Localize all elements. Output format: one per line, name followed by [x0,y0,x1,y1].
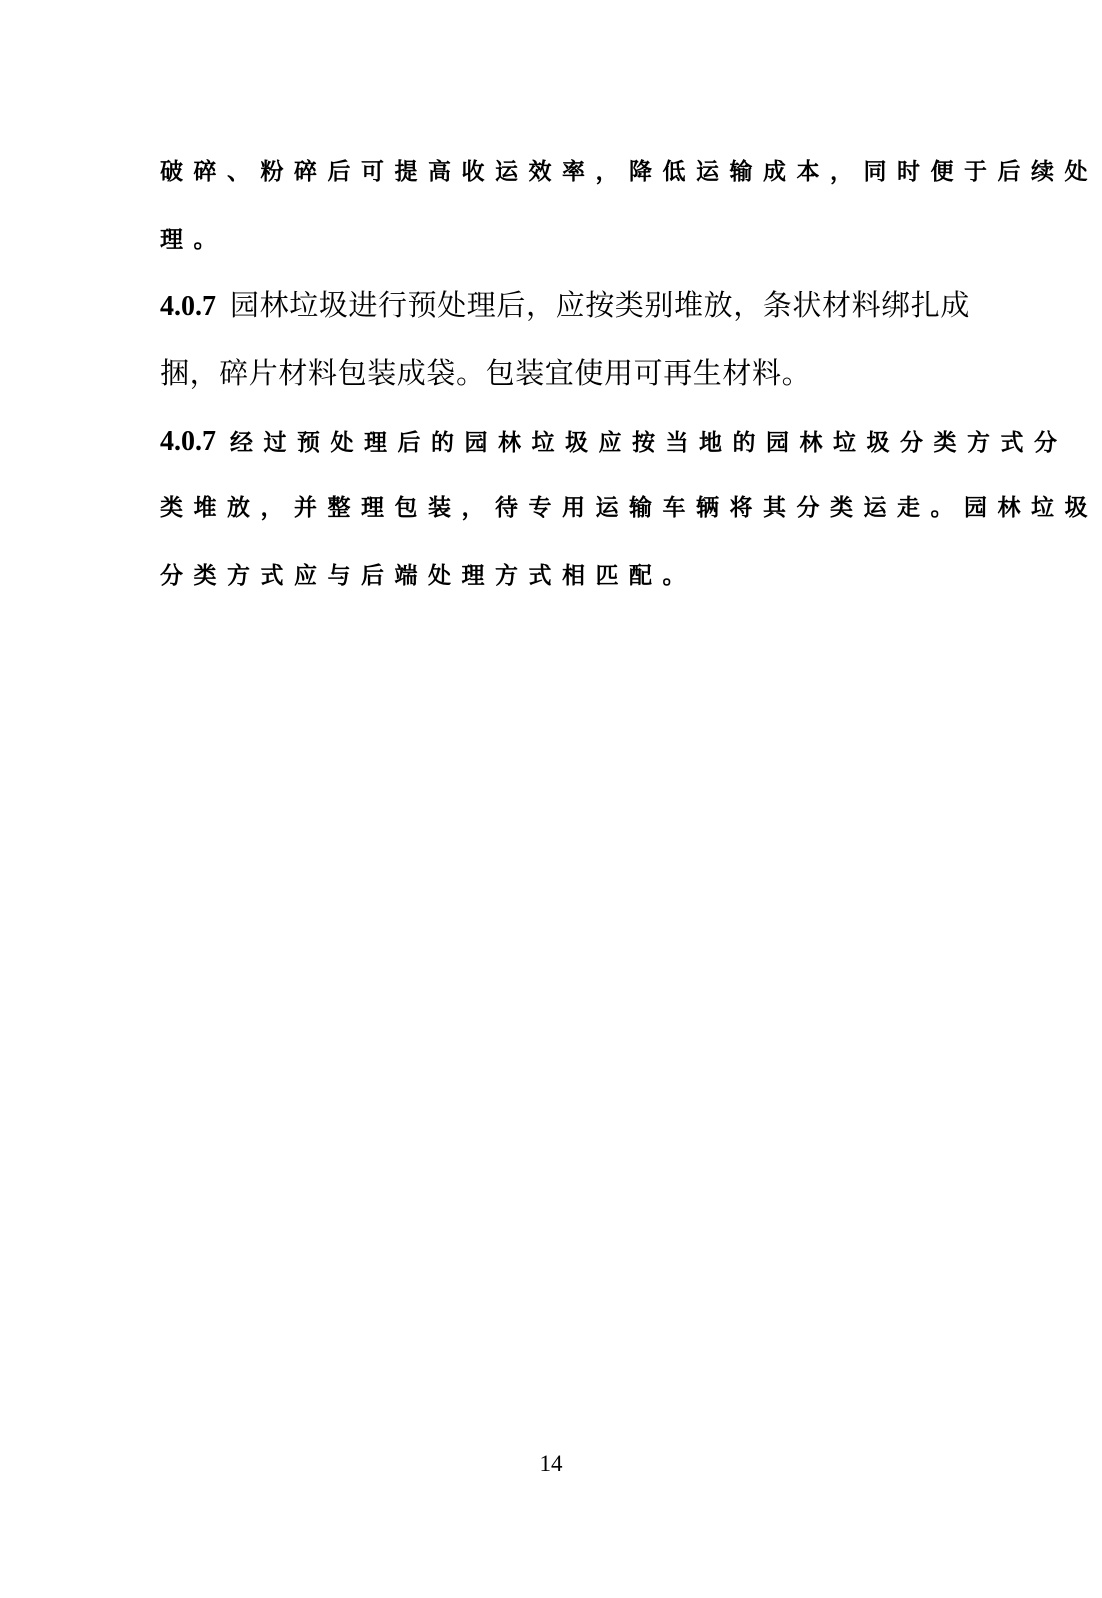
clause-4-0-7-line-1 [160,292,970,321]
clause-4-0-7-line-2: 捆，碎片材料包装成袋。包装宜使用可再生材料。 [160,358,812,390]
commentary-4-0-7-line-3: 分类方式应与后端处理方式相匹配。 [160,562,696,589]
page-number: 14 [539,1451,563,1476]
commentary-4-0-7-line-2: 类堆放，并整理包装，待专用运输车辆将其分类运走。园林垃圾 [160,494,1098,521]
clause-number: 4.0.7 [160,291,216,322]
commentary-4-0-7-line-1 [160,428,1068,456]
commentary-number: 4.0.7 [160,426,216,457]
clause-text-1: 园林垃圾进行预处理后，应按类别堆放，条状材料绑扎成 [230,290,971,322]
commentary-text-1: 经过预处理后的园林垃圾应按当地的园林垃圾分类方式分 [230,429,1068,456]
commentary-continued-line-2: 理。 [160,226,227,253]
commentary-continued-line-1: 破碎、粉碎后可提高收运效率，降低运输成本，同时便于后续处 [160,158,1098,185]
